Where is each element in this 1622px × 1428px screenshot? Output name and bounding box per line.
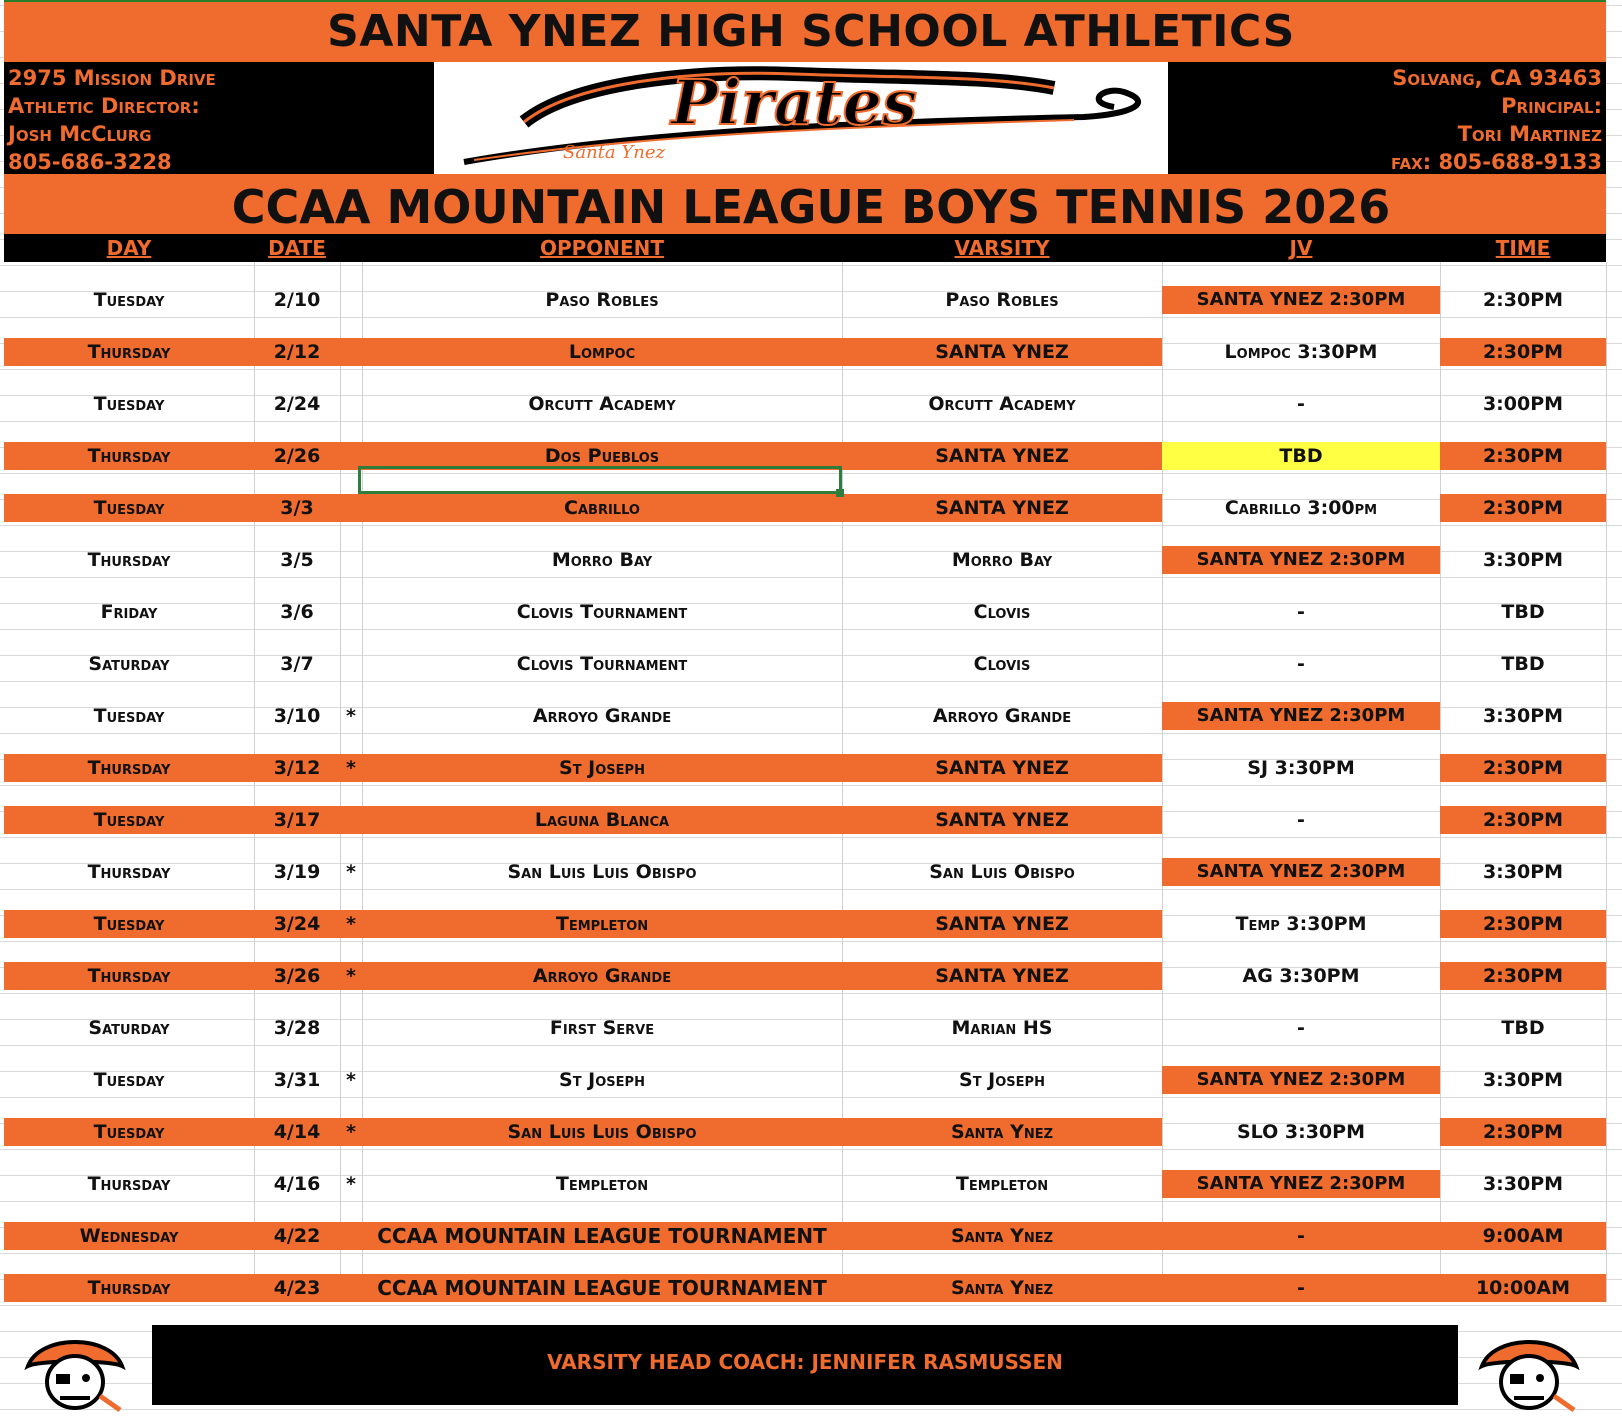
school-contact-info — [8, 64, 216, 176]
league-match-marker[interactable]: * — [346, 965, 356, 987]
time-cell[interactable]: 3:30PM — [1482, 861, 1564, 883]
date-cell[interactable]: 3/17 — [273, 809, 321, 831]
header-day: DAY — [106, 236, 152, 260]
day-cell[interactable]: Tuesday — [93, 913, 165, 935]
day-cell[interactable]: Tuesday — [93, 393, 165, 415]
time-cell[interactable]: 9:00AM — [1482, 1225, 1564, 1247]
day-cell[interactable]: Friday — [100, 601, 158, 623]
header-jv: JV — [1289, 236, 1313, 260]
header-time: TIME — [1495, 236, 1551, 260]
opponent-cell[interactable]: Templeton — [555, 1173, 649, 1195]
date-cell[interactable]: 4/23 — [273, 1277, 321, 1299]
time-cell[interactable]: 2:30PM — [1482, 913, 1564, 935]
varsity-location-cell[interactable]: SANTA YNEZ — [935, 445, 1069, 467]
jv-cell[interactable]: SJ 3:30PM — [1247, 757, 1355, 779]
day-cell[interactable]: Wednesday — [79, 1225, 179, 1247]
day-cell[interactable]: Thursday — [87, 549, 171, 571]
time-cell[interactable]: 2:30PM — [1482, 757, 1564, 779]
opponent-cell[interactable]: Cabrillo — [564, 497, 640, 519]
day-cell[interactable]: Thursday — [87, 965, 171, 987]
time-cell[interactable]: 3:00PM — [1482, 393, 1564, 415]
time-cell[interactable]: 2:30PM — [1482, 445, 1564, 467]
varsity-location-cell[interactable]: St Joseph — [959, 1069, 1045, 1091]
day-cell[interactable]: Saturday — [88, 653, 170, 675]
day-cell[interactable]: Thursday — [87, 1173, 171, 1195]
league-match-marker[interactable] — [340, 286, 362, 314]
date-cell[interactable]: 3/24 — [273, 913, 321, 935]
school-location-info — [1391, 64, 1602, 176]
day-cell[interactable]: Thursday — [87, 1277, 171, 1299]
time-cell[interactable]: 2:30PM — [1482, 1121, 1564, 1143]
jv-cell[interactable]: - — [1297, 601, 1305, 623]
date-cell[interactable]: 3/5 — [280, 549, 314, 571]
pirates-logo — [434, 62, 1168, 174]
league-match-marker[interactable] — [340, 1222, 362, 1250]
date-cell[interactable]: 4/16 — [273, 1173, 321, 1195]
opponent-cell[interactable]: Laguna Blanca — [534, 809, 670, 831]
opponent-cell[interactable]: Clovis Tournament — [516, 653, 688, 675]
date-cell[interactable]: 2/12 — [273, 341, 321, 363]
day-cell[interactable]: Thursday — [87, 341, 171, 363]
jv-cell[interactable]: Temp 3:30PM — [1235, 913, 1367, 935]
opponent-cell[interactable]: Lompoc — [568, 341, 636, 363]
jv-cell[interactable]: - — [1297, 1277, 1305, 1299]
varsity-location-cell[interactable]: Santa Ynez — [950, 1121, 1054, 1143]
day-cell[interactable]: Tuesday — [93, 1121, 165, 1143]
jv-cell[interactable]: - — [1297, 653, 1305, 675]
grid-column-line — [362, 262, 363, 1302]
jv-cell[interactable]: - — [1297, 393, 1305, 415]
day-cell[interactable]: Tuesday — [93, 809, 165, 831]
time-cell[interactable]: 2:30PM — [1482, 965, 1564, 987]
league-match-marker[interactable] — [340, 806, 362, 834]
varsity-location-cell[interactable]: Arroyo Grande — [932, 705, 1072, 727]
principal-name: Tori Martinez — [1457, 122, 1602, 146]
pirate-mascot-icon — [20, 1326, 130, 1418]
day-cell[interactable]: Thursday — [87, 757, 171, 779]
address-line: 2975 Mission Drive — [8, 66, 216, 90]
opponent-cell[interactable]: St Joseph — [559, 1069, 645, 1091]
time-cell[interactable]: TBD — [1501, 1017, 1545, 1039]
date-cell[interactable]: 3/28 — [273, 1017, 321, 1039]
time-cell[interactable]: 3:30PM — [1482, 1069, 1564, 1091]
principal-label: Principal: — [1501, 94, 1602, 118]
jv-cell[interactable]: TBD — [1279, 445, 1323, 467]
opponent-cell[interactable]: Templeton — [555, 913, 649, 935]
jv-cell[interactable]: SANTA YNEZ 2:30PM — [1196, 1173, 1406, 1194]
header-opponent: OPPONENT — [539, 236, 665, 260]
varsity-location-cell[interactable]: San Luis Obispo — [929, 861, 1075, 883]
time-cell[interactable]: 3:30PM — [1482, 549, 1564, 571]
league-match-marker[interactable] — [340, 494, 362, 522]
opponent-cell[interactable]: CCAA MOUNTAIN LEAGUE TOURNAMENT — [377, 1276, 827, 1300]
phone-number: 805-686-3228 — [8, 150, 172, 174]
jv-cell[interactable]: SANTA YNEZ 2:30PM — [1196, 549, 1406, 570]
opponent-cell[interactable]: Morro Bay — [551, 549, 653, 571]
varsity-location-cell[interactable]: SANTA YNEZ — [935, 341, 1069, 363]
varsity-location-cell[interactable]: Clovis — [973, 653, 1031, 675]
varsity-location-cell[interactable]: SANTA YNEZ — [935, 913, 1069, 935]
league-match-marker[interactable]: * — [346, 1121, 356, 1143]
fill-handle[interactable] — [836, 489, 844, 497]
league-match-marker[interactable]: * — [346, 1069, 356, 1091]
varsity-location-cell[interactable]: Morro Bay — [951, 549, 1053, 571]
opponent-cell[interactable]: CCAA MOUNTAIN LEAGUE TOURNAMENT — [377, 1224, 827, 1248]
league-match-marker[interactable] — [340, 390, 362, 418]
opponent-cell[interactable]: Orcutt Academy — [528, 393, 676, 415]
varsity-location-cell[interactable]: SANTA YNEZ — [935, 497, 1069, 519]
fax-number: fax: 805-688-9133 — [1391, 150, 1602, 174]
league-match-marker[interactable] — [340, 598, 362, 626]
time-cell[interactable]: TBD — [1501, 653, 1545, 675]
date-cell[interactable]: 3/3 — [280, 497, 314, 519]
time-cell[interactable]: 2:30PM — [1482, 809, 1564, 831]
opponent-cell[interactable]: Arroyo Grande — [532, 705, 672, 727]
varsity-location-cell[interactable]: Templeton — [955, 1173, 1049, 1195]
league-match-marker[interactable] — [340, 1274, 362, 1302]
date-cell[interactable]: 2/24 — [273, 393, 321, 415]
opponent-cell[interactable]: Dos Pueblos — [544, 445, 660, 467]
varsity-location-cell[interactable]: SANTA YNEZ — [935, 809, 1069, 831]
jv-cell[interactable]: Lompoc 3:30PM — [1224, 341, 1378, 363]
league-match-marker[interactable] — [340, 1014, 362, 1042]
date-cell[interactable]: 4/14 — [273, 1121, 321, 1143]
date-cell[interactable]: 3/6 — [280, 601, 314, 623]
date-cell[interactable]: 3/26 — [273, 965, 321, 987]
league-match-marker[interactable]: * — [346, 913, 356, 935]
athletic-director-name: Josh McClurg — [8, 122, 152, 146]
grid-column-line — [254, 262, 255, 1302]
date-cell[interactable]: 2/10 — [273, 289, 321, 311]
varsity-location-cell[interactable]: SANTA YNEZ — [935, 965, 1069, 987]
day-cell[interactable]: Tuesday — [93, 1069, 165, 1091]
date-cell[interactable]: 3/7 — [280, 653, 314, 675]
grid-column-line — [1606, 262, 1607, 1302]
varsity-location-cell[interactable]: Paso Robles — [945, 289, 1059, 311]
jv-cell[interactable]: Cabrillo 3:00pm — [1224, 497, 1378, 519]
pirate-mascot-icon — [1474, 1326, 1584, 1418]
time-cell[interactable]: TBD — [1501, 601, 1545, 623]
day-cell[interactable]: Saturday — [88, 1017, 170, 1039]
jv-cell[interactable]: - — [1297, 1225, 1305, 1247]
header-date: DATE — [268, 236, 326, 260]
time-cell[interactable]: 2:30PM — [1482, 341, 1564, 363]
head-coach: VARSITY HEAD COACH: JENNIFER RASMUSSEN — [547, 1350, 1063, 1374]
varsity-location-cell[interactable]: SANTA YNEZ — [935, 757, 1069, 779]
time-cell[interactable]: 2:30PM — [1482, 497, 1564, 519]
varsity-location-cell[interactable]: Santa Ynez — [950, 1277, 1054, 1299]
league-match-marker[interactable] — [340, 650, 362, 678]
jv-cell[interactable]: - — [1297, 1017, 1305, 1039]
opponent-cell[interactable]: Paso Robles — [545, 289, 659, 311]
grid-column-line — [340, 262, 341, 1302]
school-title: SANTA YNEZ HIGH SCHOOL ATHLETICS — [327, 6, 1295, 57]
time-cell[interactable]: 10:00AM — [1475, 1277, 1571, 1299]
opponent-cell[interactable]: San Luis Luis Obispo — [507, 861, 697, 883]
date-cell[interactable]: 3/10 — [273, 705, 321, 727]
time-cell[interactable]: 2:30PM — [1482, 289, 1564, 311]
date-cell[interactable]: 4/22 — [273, 1225, 321, 1247]
header-varsity: VARSITY — [954, 236, 1050, 260]
opponent-cell[interactable]: St Joseph — [559, 757, 645, 779]
day-cell[interactable]: Thursday — [87, 861, 171, 883]
grid-column-line — [1440, 262, 1441, 1302]
league-match-marker[interactable] — [340, 338, 362, 366]
logo-wordmark: Pirates — [670, 66, 918, 139]
grid-column-line — [1162, 262, 1163, 1302]
varsity-location-cell[interactable]: Marian HS — [951, 1017, 1053, 1039]
city-line: Solvang, CA 93463 — [1392, 66, 1602, 90]
league-match-marker[interactable]: * — [346, 1173, 356, 1195]
opponent-cell[interactable]: Arroyo Grande — [532, 965, 672, 987]
selected-cell[interactable] — [358, 466, 842, 494]
jv-cell[interactable]: SLO 3:30PM — [1237, 1121, 1365, 1143]
athletic-director-label: Athletic Director: — [8, 94, 200, 118]
day-cell[interactable]: Tuesday — [93, 705, 165, 727]
logo-subtext: Santa Ynez — [563, 142, 665, 163]
jv-cell[interactable]: - — [1297, 809, 1305, 831]
date-cell[interactable]: 3/31 — [273, 1069, 321, 1091]
league-match-marker[interactable]: * — [346, 861, 356, 883]
date-cell[interactable]: 3/19 — [273, 861, 321, 883]
opponent-cell[interactable]: First Serve — [549, 1017, 655, 1039]
jv-cell[interactable]: SANTA YNEZ 2:30PM — [1196, 289, 1406, 310]
date-cell[interactable]: 3/12 — [273, 757, 321, 779]
league-match-marker[interactable]: * — [346, 757, 356, 779]
league-title: CCAA MOUNTAIN LEAGUE BOYS TENNIS 2026 — [231, 180, 1391, 234]
jv-cell[interactable]: SANTA YNEZ 2:30PM — [1196, 705, 1406, 726]
day-cell[interactable]: Thursday — [87, 445, 171, 467]
opponent-cell[interactable]: San Luis Luis Obispo — [507, 1121, 697, 1143]
day-cell[interactable]: Tuesday — [93, 497, 165, 519]
varsity-location-cell[interactable]: Clovis — [973, 601, 1031, 623]
league-match-marker[interactable] — [340, 546, 362, 574]
date-cell[interactable]: 2/26 — [273, 445, 321, 467]
varsity-location-cell[interactable]: Santa Ynez — [950, 1225, 1054, 1247]
opponent-cell[interactable]: Clovis Tournament — [516, 601, 688, 623]
league-match-marker[interactable]: * — [346, 705, 356, 727]
jv-cell[interactable]: AG 3:30PM — [1242, 965, 1360, 987]
jv-cell[interactable]: SANTA YNEZ 2:30PM — [1196, 1069, 1406, 1090]
day-cell[interactable]: Tuesday — [93, 289, 165, 311]
jv-cell[interactable]: SANTA YNEZ 2:30PM — [1196, 861, 1406, 882]
grid-column-line — [842, 262, 843, 1302]
varsity-location-cell[interactable]: Orcutt Academy — [928, 393, 1076, 415]
time-cell[interactable]: 3:30PM — [1482, 705, 1564, 727]
time-cell[interactable]: 3:30PM — [1482, 1173, 1564, 1195]
